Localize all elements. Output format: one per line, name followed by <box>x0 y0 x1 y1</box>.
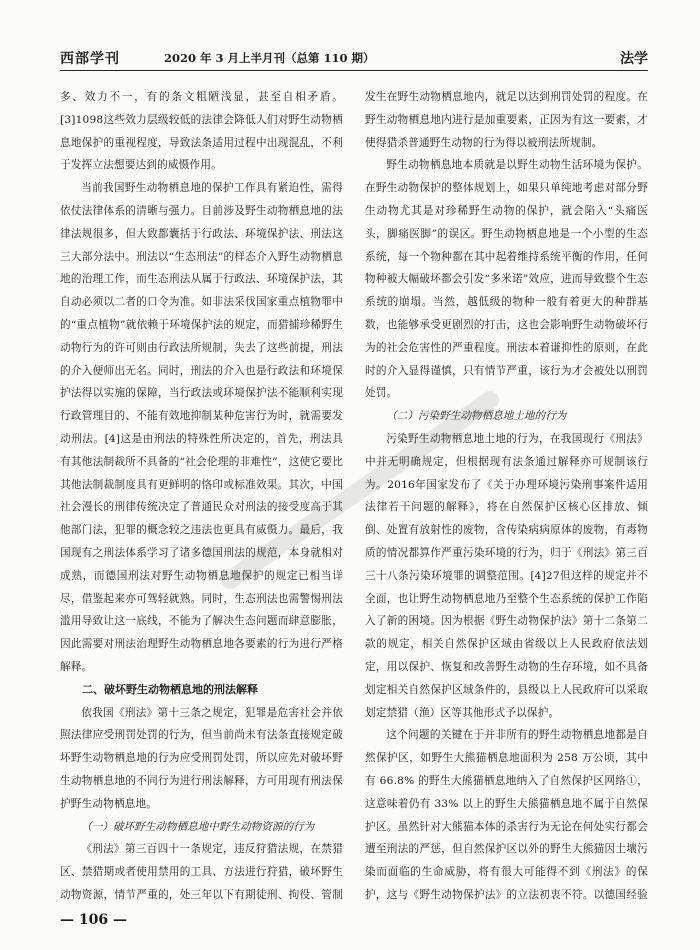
subsection-heading: （一）破坏野生动物栖息地中野生动物资源的行为 <box>81 820 315 833</box>
subsection-heading: （二）污染野生动物栖息地土地的行为 <box>386 410 567 423</box>
body-paragraph: 发生在野生动物栖息地内，就足以达到刑罚处罚的程度。在野生动物栖息地内进行是加重要素，正因为有这一要素，才使得猎杀普通野生动物的行为得以被刑法所规制。 <box>365 91 648 149</box>
body-paragraph: 多、效力不一，有的条文粗陋浅显，甚至自相矛盾。[3]1098这些效力层级较低的法律会降低人们对野生动物栖息地保护的重视程度，导致法条适用过程中出现混乱，不利于发挥立法想要达到的威慑作用。 <box>60 91 343 172</box>
journal-brand: 西部学刊 <box>60 51 120 67</box>
body-paragraph: 这个问题的关键在于并非所有的野生动物栖息地都是自然保护区，如野生大熊猫栖息地面积为 258 万公顷，其中有 66.8% 的野生大熊猫栖息地纳入了自然保护区网络①，这意味着仍有 33% 以上的野生大熊猫栖息地不属于自然保护区。虽然针对大熊猫本体的杀害行为无论在何处实行都会遭至刑法的严惩，但自然保护区以外的野生大熊猫因土壤污染而面临的生命威胁，将有很大可能得不到《刑法》的保护，这与《野生动物保护法》的立法初衷不符。以德国经验 <box>365 729 648 901</box>
issue-info: 2020 年 3 月上半月刊（总第 110 期） <box>164 51 375 65</box>
right-column <box>365 86 648 911</box>
header-rule <box>60 70 648 71</box>
page-number: — 106 — <box>60 912 127 928</box>
body-paragraph: 当前我国野生动物栖息地的保护工作具有紧迫性，需得依仗法律体系的清晰与强力。目前涉及野生动物栖息地的法律法规很多，但大致都囊括于行政法、环境保护法、刑法这三大部分法中。刑法以“生态刑法”的样态介入野生动物栖息地的治理工作，而生态刑法从属于行政法、环境保护法，其自动必须以二者的口令为准。如非法采伐国家重点植物罪中的“重点植物”就依赖于环境保护法的规定，而猎捕珍稀野生动物行为的许可则由行政法所规制，失去了这些前提，刑法的介入便师出无名。同时，刑法的介入也是行政法和环境保护法得以实施的保障，当行政法或环境保护法不能顺利实现行政管理目的、不能有效地抑制某种危害行为时，就需要发动刑法。[4]这是由刑法的特殊性所决定的，首先，刑法具有其他法制裁所不具备的“社会伦理的非难性”，这使它要比其他法制裁制度具有更鲜明的恪印或标准效果。其次，中国社会漫长的刑律传统决定了普通民众对刑法的接受度高于其他部门法，犯罪的概念较之违法也更具有威慑力。最后，我国现有之刑法体系学习了诸多德国刑法的规范，本身就相对成熟，而德国刑法对野生动物栖息地保护的规定已相当详尽，借鉴起来亦可驾轻就熟。同时，生态刑法也需警惕刑法滥用导致让这一底线，不能为了解决生态问题而肆意膨胀，因此需要对刑法治理野生动物栖息地各要素的行为进行严格解释。 <box>60 182 343 673</box>
section-heading: 二、破坏野生动物栖息地的刑法解释 <box>82 682 258 696</box>
left-column <box>60 86 343 911</box>
body-paragraph: 污染野生动物栖息地土地的行为，在我国现行《刑法》中并无明确规定，但根据现有法条通过解释亦可规制该行为。2016年国家发布了《关于办理环境污染刑事案件适用法律若干问题的解释》，将在自然保护区核心区排放、倾倒、处置有放射性的废物，含传染病病原体的废物，有毒物质的情况都算作严重污染环境的行为，归于《刑法》第三百三十八条污染环境罪的调整范围。[4]27但这样的规定并不全面，也让野生动物栖息地乃至整个生态系统的保护工作陷入了新的困境。因为根据《野生动物保护法》第十二条第二款的规定，相关自然保护区域由省级以上人民政府依法划定，用以保护、恢复和改善野生动物的生存环境，如不具备划定相关自然保护区域条件的，县级以上人民政府可以采取划定禁猎（渔）区等其他形式予以保护。 <box>365 432 648 719</box>
section-label: 法学 <box>620 51 648 67</box>
body-paragraph: 野生动物栖息地本质就是以野生动物生活环境为保护。在野生动物保护的整体规划上，如果只单纯地考虑对部分野生动物尤其是对珍稀野生动物的保护，就会陷入“头痛医头，脚痛医脚”的误区。野生动物栖息地是一个小型的生态系统，每一个物种都在其中起着维持系统平衡的作用，任何物种被大幅破坏都会引发“多米诺”效应，进而导致整个生态系统的崩塌。当然，越低级的物种一般有着更大的种群基数，也能够承受更剧烈的打击，这也会影响野生动物破坏行为的社会危害性的严重程度。刑法本着谦抑性的原则，在此时的介入显得谨慎，只有情节严重，该行为才会被处以刑罚处罚。 <box>365 159 648 400</box>
running-header <box>60 46 648 68</box>
body-paragraph: 《刑法》第三百四十一条规定，违反狩猎法规，在禁猎区、禁猎期或者使用禁用的工具、方法进行狩猎，破坏野生动物资源，情节严重的，处三年以下有期徒刑、拘役、管制 <box>60 843 343 901</box>
body-paragraph: 依我国《刑法》第十三条之规定，犯罪是危害社会并依照法律应受刑罚处罚的行为，但当前尚未有法条直接规定破坏野生动物栖息地的行为应受刑罚处罚，所以应先对破坏野生动物栖息地的不同行为进行刑法解释，方可用现有刑法保护野生动物栖息地。 <box>60 706 343 810</box>
